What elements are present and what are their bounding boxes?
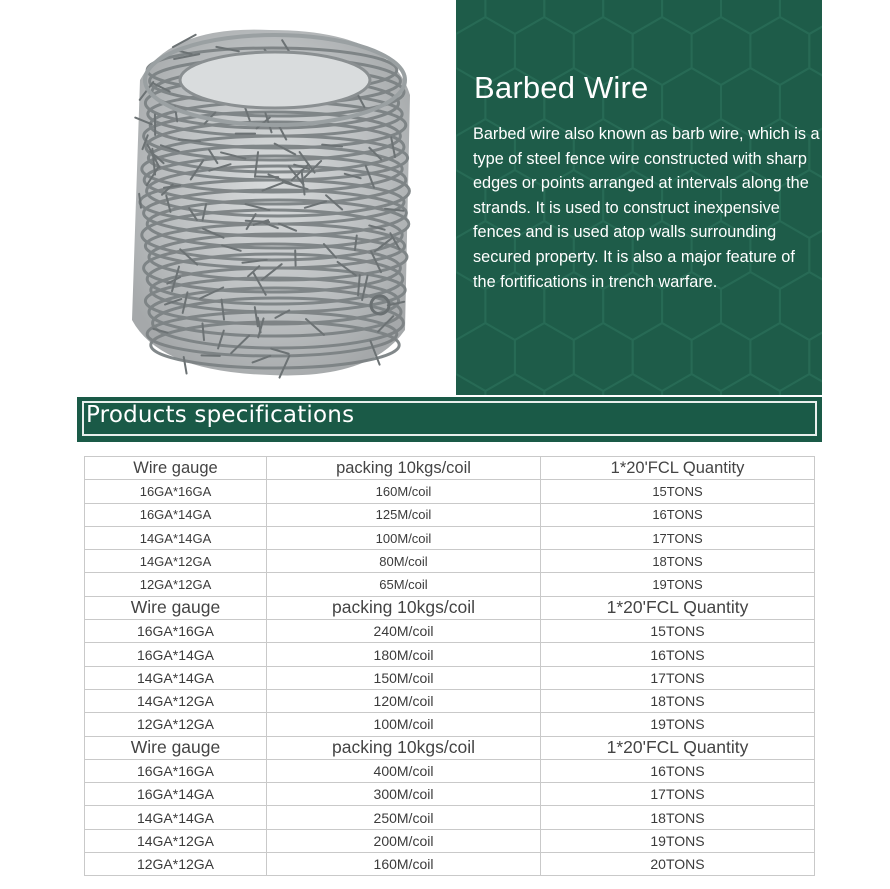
table-cell: 14GA*14GA xyxy=(85,526,267,549)
table-cell: 19TONS xyxy=(541,713,815,736)
column-header: Wire gauge xyxy=(85,457,267,480)
barbed-wire-coil-illustration xyxy=(0,0,455,395)
table-cell: 12GA*12GA xyxy=(85,713,267,736)
specifications-banner xyxy=(77,397,822,442)
table-header-row xyxy=(85,457,815,480)
table-cell: 400M/coil xyxy=(267,759,541,782)
table-cell: 15TONS xyxy=(541,620,815,643)
table-cell: 19TONS xyxy=(541,573,815,596)
table-cell: 15TONS xyxy=(541,480,815,503)
table-cell: 12GA*12GA xyxy=(85,853,267,876)
table-cell: 17TONS xyxy=(541,783,815,806)
table-cell: 150M/coil xyxy=(267,666,541,689)
table-cell: 80M/coil xyxy=(267,550,541,573)
table-cell: 16TONS xyxy=(541,503,815,526)
product-image xyxy=(0,0,455,395)
table-cell: 125M/coil xyxy=(267,503,541,526)
table-cell: 16GA*14GA xyxy=(85,503,267,526)
table-cell: 100M/coil xyxy=(267,526,541,549)
table-cell: 200M/coil xyxy=(267,829,541,852)
table-row xyxy=(85,806,815,829)
table-cell: 12GA*12GA xyxy=(85,573,267,596)
table-cell: 20TONS xyxy=(541,853,815,876)
column-header: 1*20'FCL Quantity xyxy=(541,596,815,619)
table-cell: 250M/coil xyxy=(267,806,541,829)
table-row xyxy=(85,689,815,712)
column-header: Wire gauge xyxy=(85,736,267,759)
table-row xyxy=(85,480,815,503)
column-header: Wire gauge xyxy=(85,596,267,619)
table-cell: 14GA*12GA xyxy=(85,689,267,712)
table-cell: 65M/coil xyxy=(267,573,541,596)
table-cell: 160M/coil xyxy=(267,480,541,503)
table-cell: 16GA*14GA xyxy=(85,783,267,806)
table-row xyxy=(85,713,815,736)
table-cell: 18TONS xyxy=(541,550,815,573)
table-row xyxy=(85,759,815,782)
table-row xyxy=(85,620,815,643)
table-cell: 18TONS xyxy=(541,806,815,829)
table-cell: 18TONS xyxy=(541,689,815,712)
table-cell: 300M/coil xyxy=(267,783,541,806)
table-cell: 16TONS xyxy=(541,643,815,666)
product-info-panel xyxy=(456,0,822,395)
column-header: packing 10kgs/coil xyxy=(267,596,541,619)
product-description: Barbed wire also known as barb wire, which is a type of steel fence wire constructed with sharp edges or points arranged at intervals along the strands. It is used to construct inexpensive fences and is used atop walls surrounding secured property. It is also a major feature of the fortifications in trench warfare. xyxy=(473,125,820,291)
table-row xyxy=(85,503,815,526)
table-row xyxy=(85,573,815,596)
column-header: packing 10kgs/coil xyxy=(267,457,541,480)
table-row xyxy=(85,666,815,689)
table-cell: 17TONS xyxy=(541,666,815,689)
table-cell: 19TONS xyxy=(541,829,815,852)
table-header-row xyxy=(85,736,815,759)
specifications-title: Products specifications xyxy=(86,402,355,428)
column-header: packing 10kgs/coil xyxy=(267,736,541,759)
table-cell: 16GA*16GA xyxy=(85,480,267,503)
table-row xyxy=(85,829,815,852)
table-cell: 100M/coil xyxy=(267,713,541,736)
table-cell: 16GA*16GA xyxy=(85,759,267,782)
specifications-table xyxy=(84,456,815,876)
column-header: 1*20'FCL Quantity xyxy=(541,736,815,759)
table-cell: 14GA*12GA xyxy=(85,550,267,573)
table-row xyxy=(85,853,815,876)
table-row xyxy=(85,783,815,806)
table-cell: 14GA*14GA xyxy=(85,666,267,689)
table-cell: 14GA*14GA xyxy=(85,806,267,829)
table-header-row xyxy=(85,596,815,619)
table-row xyxy=(85,550,815,573)
table-cell: 16GA*14GA xyxy=(85,643,267,666)
table-cell: 160M/coil xyxy=(267,853,541,876)
product-title: Barbed Wire xyxy=(474,70,649,105)
table-cell: 14GA*12GA xyxy=(85,829,267,852)
table-row xyxy=(85,643,815,666)
table-cell: 16GA*16GA xyxy=(85,620,267,643)
table-row xyxy=(85,526,815,549)
column-header: 1*20'FCL Quantity xyxy=(541,457,815,480)
table-cell: 120M/coil xyxy=(267,689,541,712)
table-cell: 180M/coil xyxy=(267,643,541,666)
table-cell: 240M/coil xyxy=(267,620,541,643)
table-cell: 17TONS xyxy=(541,526,815,549)
table-cell: 16TONS xyxy=(541,759,815,782)
